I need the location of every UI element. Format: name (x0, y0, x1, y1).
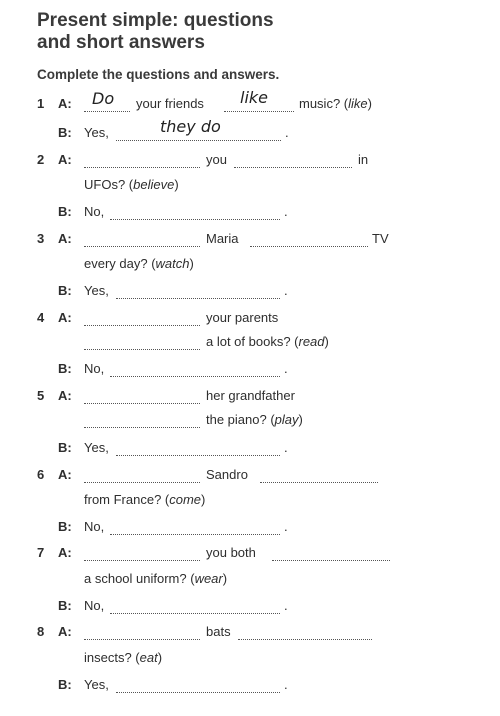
speaker-b: B: (58, 519, 72, 534)
answer-lead: No, (84, 204, 105, 219)
speaker-b: B: (58, 440, 72, 455)
answer-blank[interactable] (110, 524, 280, 535)
question-text: UFOs? (believe) (84, 177, 179, 192)
period: . (284, 677, 288, 692)
question-text: a school uniform? (wear) (84, 571, 228, 586)
period: . (284, 440, 288, 455)
answer-blank[interactable] (84, 417, 200, 428)
answer-lead: No, (84, 519, 105, 534)
answer-blank[interactable] (272, 550, 390, 561)
answer-lead: No, (84, 598, 105, 613)
speaker-b: B: (58, 283, 72, 298)
handwritten-answer: like (240, 88, 268, 107)
question-text: you (206, 152, 227, 167)
answer-blank[interactable] (110, 209, 280, 220)
answer-lead: Yes, (84, 677, 109, 692)
title-line-2: and short answers (37, 32, 205, 53)
question-text: your friends (136, 96, 204, 111)
answer-blank[interactable] (84, 236, 200, 247)
item-number: 3 (37, 231, 45, 246)
answer-blank[interactable] (110, 366, 280, 377)
item-number: 6 (37, 467, 45, 482)
answer-blank[interactable] (84, 472, 200, 483)
period: . (284, 519, 288, 534)
handwritten-answer: they do (160, 117, 221, 136)
speaker-a: A: (58, 231, 72, 246)
answer-lead: Yes, (84, 440, 109, 455)
question-text: Maria (206, 231, 239, 246)
speaker-b: B: (58, 204, 72, 219)
period: . (285, 125, 289, 140)
answer-blank[interactable] (84, 339, 200, 350)
period: . (284, 283, 288, 298)
item-number: 2 (37, 152, 45, 167)
answer-blank[interactable] (116, 445, 280, 456)
handwritten-answer: Do (92, 89, 115, 108)
answer-blank[interactable] (260, 472, 378, 483)
question-text: a lot of books? (read) (206, 334, 329, 349)
speaker-a: A: (58, 152, 72, 167)
period: . (284, 598, 288, 613)
title-line-1: Present simple: questions (37, 10, 274, 31)
speaker-a: A: (58, 545, 72, 560)
question-text: from France? (come) (84, 492, 206, 507)
instructions: Complete the questions and answers. (37, 67, 280, 82)
answer-lead: No, (84, 361, 105, 376)
answer-blank[interactable] (116, 682, 280, 693)
answer-lead: Yes, (84, 283, 109, 298)
answer-blank[interactable] (234, 157, 352, 168)
speaker-a: A: (58, 388, 72, 403)
speaker-b: B: (58, 677, 72, 692)
item-number: 8 (37, 624, 45, 639)
question-text: every day? (watch) (84, 256, 194, 271)
answer-blank[interactable] (84, 315, 200, 326)
period: . (284, 204, 288, 219)
question-text: your parents (206, 310, 279, 325)
question-text: her grandfather (206, 388, 295, 403)
answer-lead: Yes, (84, 125, 109, 140)
item-number: 1 (37, 96, 45, 111)
answer-blank[interactable] (84, 393, 200, 404)
answer-blank[interactable] (84, 550, 200, 561)
worksheet-title (37, 10, 274, 54)
question-text: Sandro (206, 467, 248, 482)
answer-blank[interactable] (84, 629, 200, 640)
answer-blank[interactable] (238, 629, 372, 640)
speaker-a: A: (58, 96, 72, 111)
question-text: in (358, 152, 369, 167)
answer-blank[interactable] (110, 603, 280, 614)
question-text: you both (206, 545, 256, 560)
question-text: music? (like) (299, 96, 372, 111)
speaker-a: A: (58, 310, 72, 325)
speaker-b: B: (58, 361, 72, 376)
speaker-a: A: (58, 467, 72, 482)
question-text: bats (206, 624, 231, 639)
answer-blank[interactable] (250, 236, 368, 247)
item-number: 4 (37, 310, 45, 325)
speaker-b: B: (58, 125, 72, 140)
question-text: the piano? (play) (206, 412, 303, 427)
answer-blank[interactable] (116, 288, 280, 299)
item-number: 7 (37, 545, 45, 560)
period: . (284, 361, 288, 376)
question-text: insects? (eat) (84, 650, 163, 665)
question-text: TV (372, 231, 389, 246)
speaker-a: A: (58, 624, 72, 639)
item-number: 5 (37, 388, 45, 403)
answer-blank[interactable] (84, 157, 200, 168)
speaker-b: B: (58, 598, 72, 613)
